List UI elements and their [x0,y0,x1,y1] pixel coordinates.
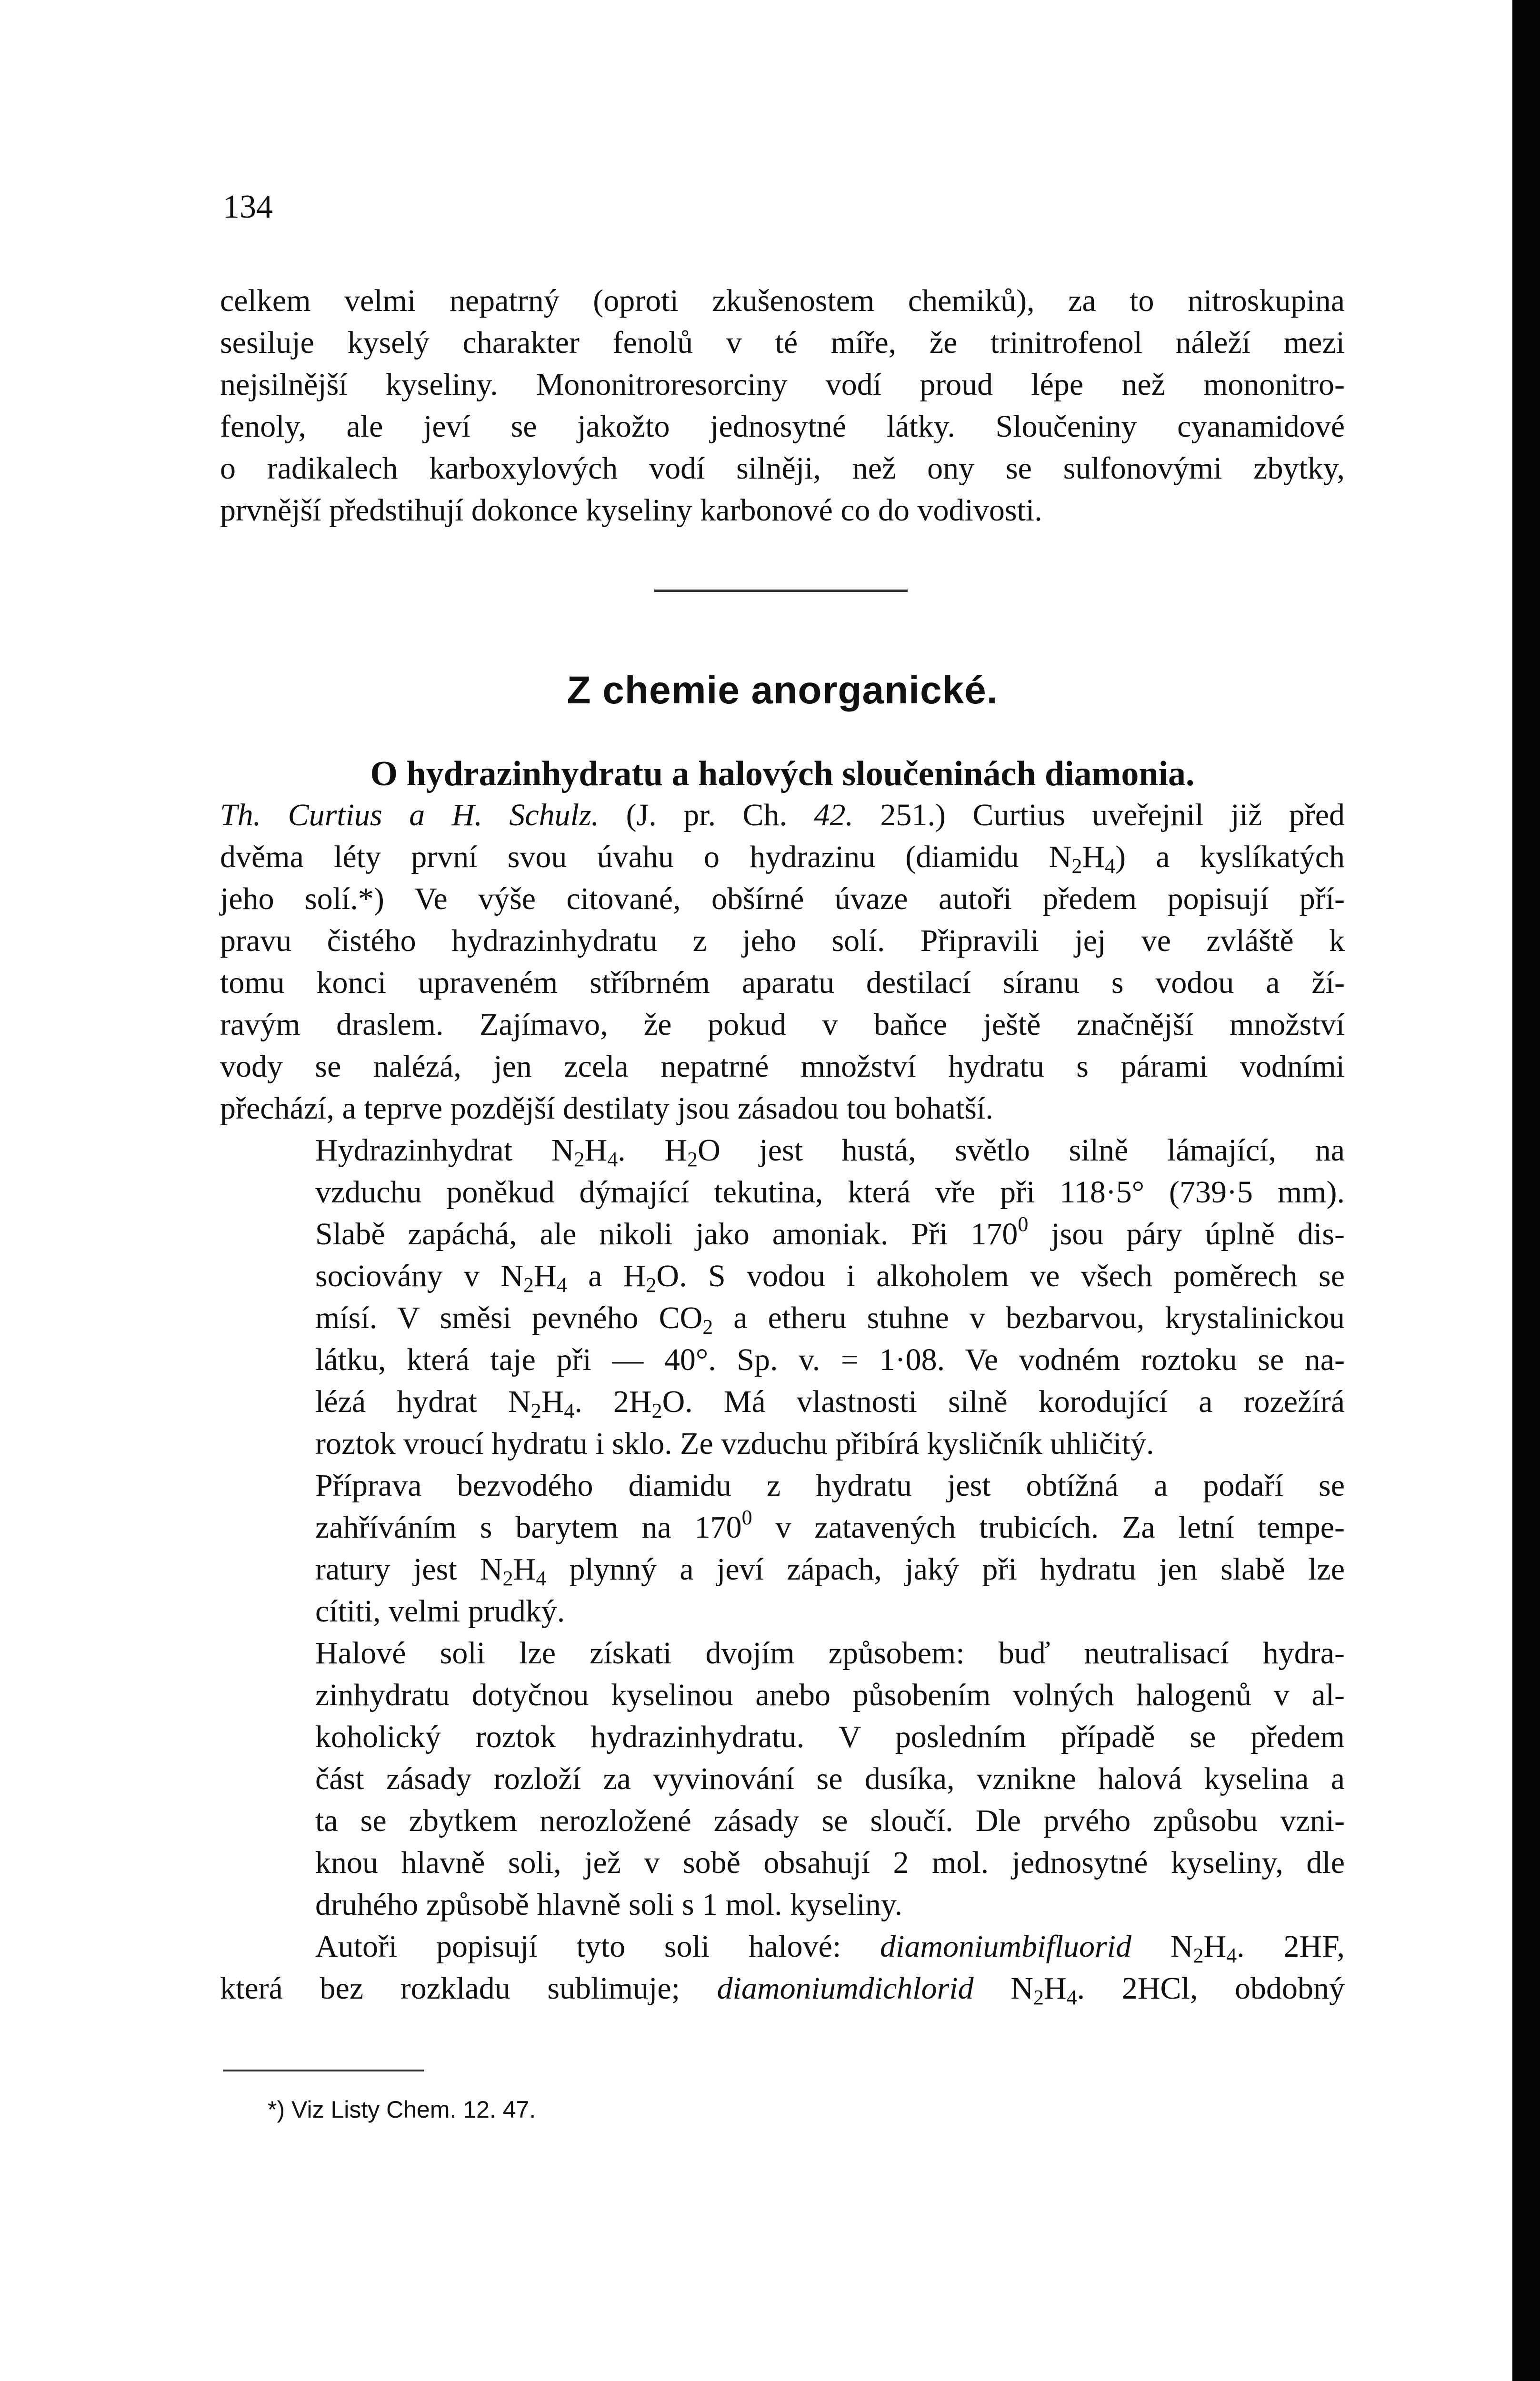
scan-edge [1512,0,1540,2381]
text-line: ratury jest $N_2H_4$ plynný a jeví zápach, jaký při hydratu jen slabě lze [315,1552,1345,1590]
text-line: dvěma léty první svou úvahu o hydrazinu (diamidu $N_2H_4$) a kyslíkatých [220,840,1345,878]
text-line: o radikalech karboxylových vodí silněji, než ony se sulfonovými zbytky, [220,451,1345,486]
paragraph-3 [220,1465,1345,1632]
text-line: roztok vroucí hydratu i sklo. Ze vzduchu přibírá kysličník uhličitý. [315,1426,1154,1461]
paragraph-4 [220,1632,1345,1926]
text-line: lézá hydrat $N_2H_4$. $2H_2O$. Má vlastnosti silně korodující a rozežírá [315,1384,1345,1422]
text-line: koholický roztok hydrazinhydratu. V posledním případě se předem [315,1720,1345,1754]
text-line: nejsilnější kyseliny. Mononitroresorciny vodí proud lépe než mononitro- [220,367,1345,402]
text-line: zahříváním s barytem na $170^0$ v zatavených trubicích. Za letní tempe- [315,1506,1345,1545]
article-title: O hydrazinhydratu a halových sloučeninách diamonia. [370,754,1195,793]
paragraph-5 [220,1926,1345,2010]
text-line: Autoři popisují tyto soli halové: diamoniumbifluorid $N_2H_4$. 2HF, [315,1929,1345,1967]
section-title: Z chemie anorganické. [567,669,998,712]
text-line: fenoly, ale jeví se jakožto jednosytné látky. Sloučeniny cyanamidové [220,409,1345,444]
text-line: jeho solí.*) Ve výše citované, obšírné úvaze autoři předem popisují pří- [220,881,1345,916]
footnote-divider [223,2070,424,2071]
article-body [220,794,1345,2010]
text-line: ta se zbytkem nerozložené zásady se sloučí. Dle prvého způsobu vzni- [315,1803,1345,1838]
text-line: látku, která taje při — 40°. Sp. v. = 1·08. Ve vodném roztoku se na- [315,1342,1345,1377]
section-divider [654,590,908,592]
footnote: *) Viz Listy Chem. 12. 47. [268,2096,536,2123]
text-line: pravu čistého hydrazinhydratu z jeho solí. Připravili jej ve zvláště k [220,923,1345,958]
text-line: druhého způsobě hlavně soli s 1 mol. kyseliny. [315,1887,903,1922]
text-line: knou hlavně soli, jež v sobě obsahují 2 mol. jednosytné kyseliny, dle [315,1845,1345,1880]
intro-paragraph [220,280,1345,531]
text-line: přechází, a teprve pozdější destilaty jsou zásadou tou bohatší. [220,1091,993,1126]
text-line: prvnější předstihují dokonce kyseliny karbonové co do vodivosti. [220,493,1042,528]
text-line: zinhydratu dotyčnou kyselinou anebo působením volných halogenů v al- [315,1678,1345,1712]
text-line: vzduchu poněkud dýmající tekutina, která vře při 118·5° (739·5 mm). [315,1175,1345,1210]
text-line: Halové soli lze získati dvojím způsobem: buď neutralisací hydra- [315,1636,1345,1671]
text-line: sesiluje kyselý charakter fenolů v té míře, že trinitrofenol náleží mezi [220,325,1345,360]
paragraph-2 [220,1130,1345,1465]
text-line: celkem velmi nepatrný (oproti zkušenostem chemiků), za to nitroskupina [220,283,1345,318]
text-line: Slabě zapáchá, ale nikoli jako amoniak. Při $170^0$ jsou páry úplně dis- [315,1212,1345,1251]
text-line: Th. Curtius a H. Schulz. (J. pr. Ch. 42. 251.) Curtius uveřejnil již před [220,798,1345,832]
text-line: ravým draslem. Zajímavo, že pokud v baňce ještě značnější množství [220,1007,1345,1042]
text-line: sociovány v $N_2H_4$ a $H_2O$. S vodou i alkoholem ve všech poměrech se [315,1259,1345,1297]
text-line: část zásady rozloží za vyvinování se dusíka, vznikne halová kyselina a [315,1761,1345,1796]
text-line: vody se nalézá, jen zcela nepatrné množství hydratu s párami vodními [220,1049,1345,1084]
page-number: 134 [223,189,273,225]
text-line: tomu konci upraveném stříbrném aparatu destilací síranu s vodou a ží- [220,965,1345,1000]
paragraph-1 [220,794,1345,1130]
text-line: která bez rozkladu sublimuje; diamoniumdichlorid $N_2H_4$. 2HCl, obdobný [220,1971,1345,2009]
text-line: Hydrazinhydrat $N_2H_4$. $H_2O$ jest hustá, světlo silně lámající, na [315,1133,1345,1171]
text-line: cítiti, velmi prudký. [315,1594,565,1629]
text-line: Příprava bezvodého diamidu z hydratu jest obtížná a podaří se [315,1468,1345,1503]
text-line: mísí. V směsi pevného $CO_2$ a etheru stuhne v bezbarvou, krystalinickou [315,1301,1345,1339]
